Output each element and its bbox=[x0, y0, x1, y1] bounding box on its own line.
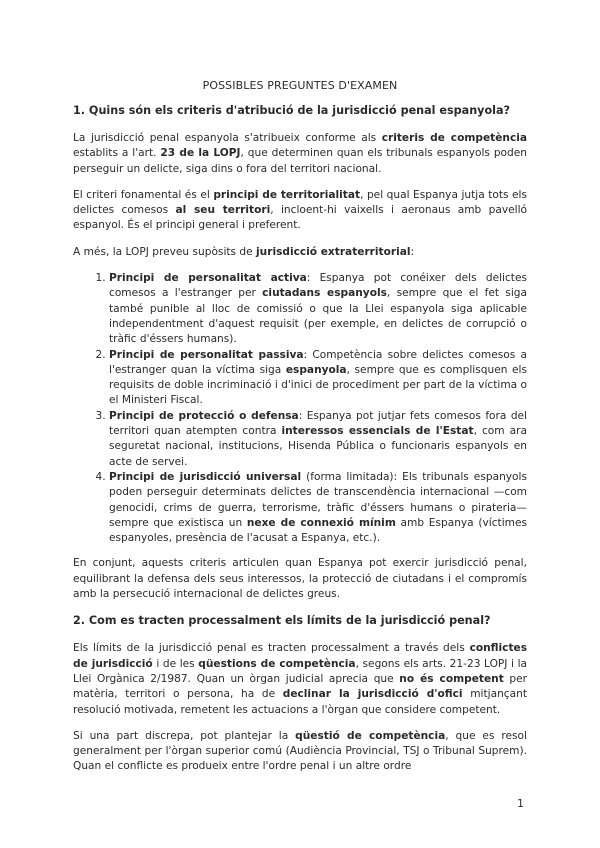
question-1-heading: 1. Quins són els criteris d'atribució de la jurisdicció penal espanyola? bbox=[73, 104, 511, 117]
bold-term: qüestions de competència bbox=[198, 657, 356, 670]
bold-term: interessos essencials de l'Estat bbox=[281, 425, 474, 438]
question-1-paragraph-2 bbox=[73, 188, 527, 234]
text-run: : Competència sobre delictes comesos a l'estranger quan la víctima siga bbox=[109, 348, 527, 376]
bold-term: conflictes de jurisdicció bbox=[73, 642, 527, 670]
question-2-paragraph-2 bbox=[73, 729, 527, 775]
text-run: , segons els arts. 21-23 LOPJ i la Llei Orgànica 2/1987. Quan un òrgan judicial aprecia que bbox=[73, 657, 528, 685]
text-run: , sempre que es complisquen els requisits de doble incriminació i d'inici de procediment per part de la víctima o el Ministeri Fiscal. bbox=[109, 363, 527, 407]
text-run: amb Espanya (víctimes espanyoles, presència de l'acusat a Espanya, etc.). bbox=[109, 516, 527, 545]
text-run: , com ara seguretat nacional, institucions, Hisenda Pública o funcionaris espanyols en acte de servei. bbox=[109, 425, 527, 468]
list-item bbox=[109, 271, 527, 347]
text-run: En conjunt, aquests criteris articulen quan Espanya pot exercir jurisdicció penal, equilibrant la defensa dels seus interessos, la protecció de ciutadans i el compromís amb la persecució internacional de delictes greus. bbox=[73, 557, 527, 601]
bold-term: qüestió de competència bbox=[295, 729, 446, 742]
bold-term: jurisdicció extraterritorial bbox=[256, 245, 411, 258]
page-number: 1 bbox=[517, 797, 524, 810]
text-run: , incloent-hi vaixells i aeronaus amb pavelló espanyol. És el principi general i preferent. bbox=[73, 204, 527, 232]
list-item bbox=[109, 470, 527, 546]
text-run: Els límits de la jurisdicció penal es tracten processalment a través dels bbox=[73, 642, 470, 655]
bold-term: 23 de la LOPJ bbox=[160, 147, 241, 160]
list-item bbox=[109, 409, 527, 470]
bold-term: principi de territorialitat bbox=[213, 188, 361, 201]
question-1-paragraph-1 bbox=[73, 131, 527, 177]
bold-term: no és competent bbox=[399, 672, 504, 685]
bold-term: al seu territori bbox=[175, 204, 271, 217]
text-run: , pel qual Espanya jutja tots els delictes comesos bbox=[73, 188, 527, 217]
bold-term: declinar la jurisdicció d'ofici bbox=[282, 688, 463, 701]
text-run: Si una part discrepa, pot plantejar la bbox=[73, 729, 296, 742]
bold-term: Principi de protecció o defensa bbox=[109, 409, 299, 422]
text-run: : Espanya pot jutjar fets comesos fora del territori quan atempten contra bbox=[109, 409, 528, 438]
question-2-heading: 2. Com es tracten processalment els límits de la jurisdicció penal? bbox=[73, 614, 491, 628]
text-run: mitjançant resolució motivada, remetent les actuacions a l'òrgan que considere competent. bbox=[73, 688, 527, 716]
text-run: , que determinen quan els tribunals espanyols poden perseguir un delicte, siga dins o fora del territori nacional. bbox=[73, 147, 527, 175]
text-run: establits a l'art. bbox=[73, 147, 161, 160]
text-run: El criteri fonamental és el bbox=[73, 188, 214, 201]
bold-term: ciutadans espanyols bbox=[262, 287, 387, 300]
question-1-conclusion bbox=[73, 556, 527, 602]
bold-term: Principi de jurisdicció universal bbox=[109, 470, 302, 483]
question-2-paragraph-1 bbox=[73, 641, 527, 717]
text-run: A més, la LOPJ preveu supòsits de bbox=[73, 245, 257, 258]
text-run: per matèria, territori o persona, ha de bbox=[73, 672, 528, 701]
bold-term: nexe de connexió mínim bbox=[246, 516, 396, 529]
list-item bbox=[109, 348, 527, 409]
text-run: (forma limitada): Els tribunals espanyols poden perseguir determinats delictes de transcendència internacional —com genocidi, crims de guerra, terrorisme, tràfic d'éssers humans o pirateria— sempre que existisca un bbox=[109, 470, 527, 529]
question-1-paragraph-3 bbox=[73, 245, 527, 260]
bold-term: Principi de personalitat passiva bbox=[109, 348, 304, 361]
bold-term: espanyola bbox=[285, 363, 347, 376]
text-run: La jurisdicció penal espanyola s'atribueix conforme als bbox=[73, 132, 382, 144]
text-run: : Espanya pot conéixer dels delictes comesos a l'estranger per bbox=[109, 272, 527, 300]
bold-term: Principi de personalitat activa bbox=[109, 272, 307, 285]
document-title: POSSIBLES PREGUNTES D'EXAMEN bbox=[202, 79, 398, 92]
jurisdiction-principles-list bbox=[73, 271, 527, 546]
text-run: , que es resol generalment per l'òrgan superior comú (Audiència Provincial, TSJ o Tribunal Suprem). Quan el conflicte es produeix entre l'ordre penal i un altre ordre bbox=[73, 729, 527, 773]
text-run: , sempre que el fet siga també punible al lloc de comissió o que la Llei espanyola siga aplicable independentment d'aquest requisit (per exemple, en delictes de corrupció o tràfic d'éssers humans). bbox=[109, 287, 527, 346]
bold-term: criteris de competència bbox=[381, 132, 528, 144]
document-page bbox=[73, 79, 527, 786]
text-run: : bbox=[410, 245, 415, 258]
text-run: i de les bbox=[152, 657, 199, 670]
